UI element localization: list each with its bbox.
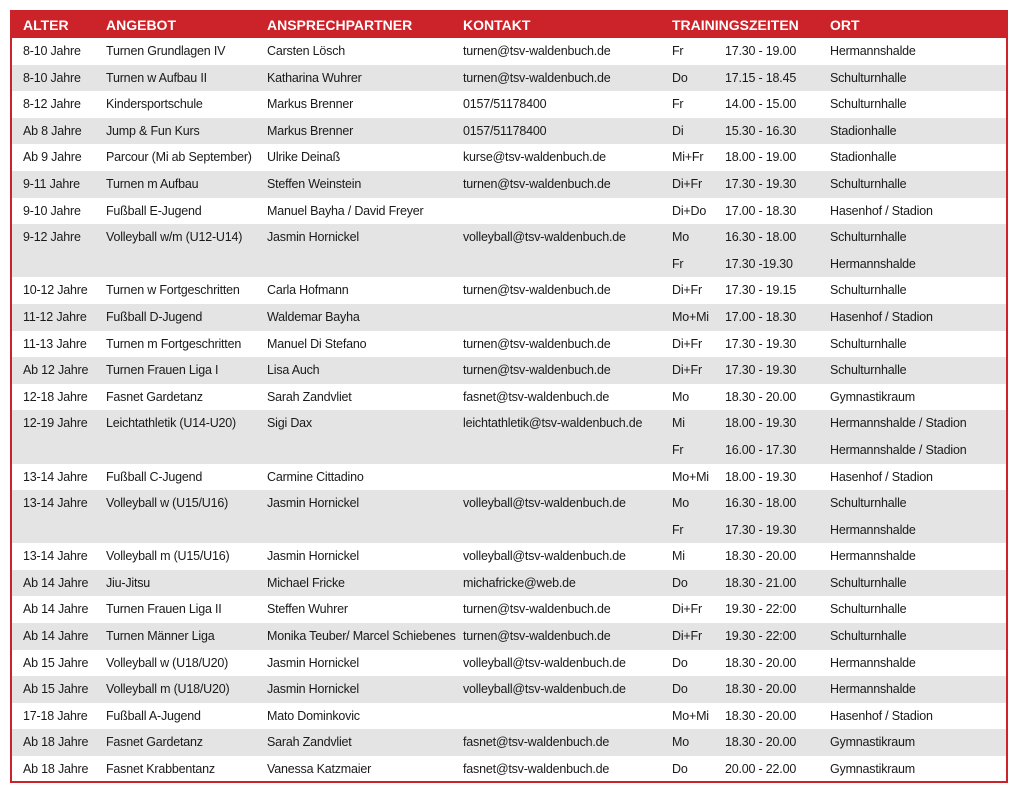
cell-alter: 13-14 Jahre	[23, 549, 88, 564]
cell-zeit: 17.15 - 18.45	[725, 70, 797, 85]
cell-kontakt: fasnet@tsv-waldenbuch.de	[463, 762, 610, 777]
cell-ort: Stadionhalle	[830, 123, 897, 138]
cell-alter: Ab 18 Jahre	[23, 735, 89, 750]
cell-ansprechpartner: Jasmin Hornickel	[267, 549, 359, 564]
cell-tag: Mo+Mi	[672, 708, 709, 723]
cell-angebot: Fasnet Gardetanz	[106, 389, 203, 404]
cell-tag: Fr	[672, 44, 684, 58]
cell-kontakt: leichtathletik@tsv-waldenbuch.de	[463, 416, 643, 431]
cell-tag: Do	[672, 762, 688, 777]
cell-alter: 9-11 Jahre	[23, 176, 80, 191]
cell-ort: Schulturnhalle	[830, 496, 907, 511]
cell-zeit: 17.30 - 19.00	[725, 44, 797, 58]
cell-zeit: 19.30 - 22:00	[725, 629, 797, 644]
cell-kontakt: volleyball@tsv-waldenbuch.de	[463, 549, 626, 564]
cell-alter: 8-10 Jahre	[23, 44, 81, 58]
cell-ort: Schulturnhalle	[830, 629, 907, 644]
header-alter: ALTER	[23, 17, 69, 33]
cell-ansprechpartner: Jasmin Hornickel	[267, 655, 359, 670]
table-row	[12, 543, 1006, 570]
cell-zeit: 16.30 - 18.00	[725, 230, 797, 245]
cell-alter: 8-10 Jahre	[23, 70, 81, 85]
cell-zeit: 19.30 - 22:00	[725, 602, 797, 617]
cell-alter: Ab 18 Jahre	[23, 762, 89, 777]
cell-alter: 10-12 Jahre	[23, 283, 88, 298]
cell-angebot: Fußball E-Jugend	[106, 203, 202, 218]
header-ort: ORT	[830, 17, 860, 33]
cell-angebot: Fasnet Krabbentanz	[106, 762, 215, 777]
table-row	[12, 570, 1006, 597]
cell-tag: Mi	[672, 416, 685, 431]
cell-kontakt: turnen@tsv-waldenbuch.de	[463, 336, 611, 351]
cell-tag: Do	[672, 682, 688, 697]
table-row	[12, 410, 1006, 437]
table-row	[12, 756, 1006, 783]
cell-ort: Stadionhalle	[830, 150, 897, 165]
cell-kontakt: volleyball@tsv-waldenbuch.de	[463, 682, 626, 697]
cell-ort: Hermannshalde	[830, 655, 916, 670]
table-row	[12, 331, 1006, 358]
header-trainingszeiten: TRAININGSZEITEN	[672, 17, 799, 33]
cell-ansprechpartner: Manuel Bayha / David Freyer	[267, 203, 424, 218]
cell-tag: Do	[672, 575, 688, 590]
cell-ansprechpartner: Steffen Wuhrer	[267, 602, 348, 617]
cell-angebot: Volleyball w/m (U12-U14)	[106, 230, 243, 245]
cell-angebot: Parcour (Mi ab September)	[106, 150, 252, 165]
cell-alter: 13-14 Jahre	[23, 496, 88, 511]
cell-ansprechpartner: Vanessa Katzmaier	[267, 762, 372, 777]
cell-tag: Mi	[672, 549, 685, 564]
cell-tag: Di+Fr	[672, 336, 702, 351]
cell-angebot: Volleyball m (U15/U16)	[106, 549, 230, 564]
cell-tag: Mo	[672, 230, 689, 245]
cell-zeit: 18.00 - 19.00	[725, 150, 797, 165]
cell-zeit: 17.30 - 19.30	[725, 336, 797, 351]
cell-alter: Ab 15 Jahre	[23, 655, 89, 670]
cell-ort: Schulturnhalle	[830, 176, 907, 191]
cell-zeit: 18.00 - 19.30	[725, 416, 797, 431]
cell-angebot: Turnen w Fortgeschritten	[106, 283, 240, 298]
cell-ort: Hermannshalde	[830, 44, 916, 58]
cell-kontakt: turnen@tsv-waldenbuch.de	[463, 283, 611, 298]
cell-zeit: 17.30 - 19.30	[725, 363, 797, 378]
table-row	[12, 277, 1006, 304]
cell-ort: Hermannshalde	[830, 256, 916, 271]
cell-tag: Do	[672, 70, 688, 85]
cell-zeit: 18.30 - 20.00	[725, 682, 797, 697]
cell-angebot: Turnen Frauen Liga II	[106, 602, 222, 617]
cell-ansprechpartner: Jasmin Hornickel	[267, 682, 359, 697]
cell-alter: 13-14 Jahre	[23, 469, 88, 484]
cell-zeit: 18.30 - 20.00	[725, 708, 797, 723]
cell-angebot: Jump & Fun Kurs	[106, 123, 200, 138]
schedule-table	[10, 10, 1008, 783]
cell-zeit: 18.30 - 21.00	[725, 575, 797, 590]
cell-ansprechpartner: Waldemar Bayha	[267, 309, 360, 324]
header-kontakt: KONTAKT	[463, 17, 531, 33]
cell-kontakt: turnen@tsv-waldenbuch.de	[463, 70, 611, 85]
cell-angebot: Volleyball w (U18/U20)	[106, 655, 229, 670]
table-header	[12, 12, 1006, 38]
cell-tag: Mo	[672, 389, 689, 404]
cell-kontakt: volleyball@tsv-waldenbuch.de	[463, 230, 626, 245]
cell-angebot: Volleyball m (U18/U20)	[106, 682, 230, 697]
cell-ort: Hermannshalde	[830, 682, 916, 697]
cell-kontakt: volleyball@tsv-waldenbuch.de	[463, 655, 626, 670]
table-row	[12, 676, 1006, 703]
table-row	[12, 38, 1006, 65]
cell-kontakt: turnen@tsv-waldenbuch.de	[463, 602, 611, 617]
cell-tag: Fr	[672, 256, 684, 271]
cell-alter: Ab 15 Jahre	[23, 682, 89, 697]
cell-angebot: Fasnet Gardetanz	[106, 735, 203, 750]
cell-alter: 9-10 Jahre	[23, 203, 81, 218]
cell-alter: Ab 14 Jahre	[23, 575, 89, 590]
table-row	[12, 118, 1006, 145]
cell-ansprechpartner: Markus Brenner	[267, 97, 354, 112]
cell-alter: 11-13 Jahre	[23, 336, 87, 351]
cell-ort: Gymnastikraum	[830, 389, 915, 404]
cell-zeit: 16.30 - 18.00	[725, 496, 797, 511]
cell-kontakt: turnen@tsv-waldenbuch.de	[463, 44, 611, 58]
cell-angebot: Turnen m Aufbau	[106, 176, 199, 191]
cell-tag: Di+Fr	[672, 363, 702, 378]
cell-zeit: 14.00 - 15.00	[725, 97, 797, 112]
cell-kontakt: turnen@tsv-waldenbuch.de	[463, 363, 611, 378]
table-row	[12, 198, 1006, 225]
cell-tag: Di+Fr	[672, 283, 702, 298]
table-row	[12, 490, 1006, 517]
cell-ort: Schulturnhalle	[830, 602, 907, 617]
cell-zeit: 17.00 - 18.30	[725, 309, 797, 324]
cell-ansprechpartner: Markus Brenner	[267, 123, 354, 138]
cell-ort: Hasenhof / Stadion	[830, 203, 933, 218]
cell-ansprechpartner: Manuel Di Stefano	[267, 336, 367, 351]
cell-ansprechpartner: Steffen Weinstein	[267, 176, 362, 191]
cell-ansprechpartner: Katharina Wuhrer	[267, 70, 362, 85]
cell-ansprechpartner: Carla Hofmann	[267, 283, 349, 298]
cell-tag: Di+Fr	[672, 602, 702, 617]
cell-alter: 12-19 Jahre	[23, 416, 88, 431]
cell-ort: Schulturnhalle	[830, 575, 907, 590]
cell-ort: Hasenhof / Stadion	[830, 469, 933, 484]
cell-zeit: 17.30 - 19.30	[725, 522, 797, 537]
cell-ort: Schulturnhalle	[830, 283, 907, 298]
cell-ansprechpartner: Lisa Auch	[267, 363, 320, 378]
cell-alter: 8-12 Jahre	[23, 97, 81, 112]
cell-alter: Ab 14 Jahre	[23, 602, 89, 617]
cell-tag: Fr	[672, 442, 684, 457]
cell-zeit: 17.00 - 18.30	[725, 203, 797, 218]
cell-tag: Di+Fr	[672, 629, 702, 644]
cell-alter: 11-12 Jahre	[23, 309, 87, 324]
table-row	[12, 623, 1006, 650]
cell-ort: Gymnastikraum	[830, 735, 915, 750]
cell-ort: Schulturnhalle	[830, 336, 907, 351]
cell-kontakt: 0157/51178400	[463, 97, 547, 112]
cell-kontakt: fasnet@tsv-waldenbuch.de	[463, 735, 610, 750]
cell-tag: Mo	[672, 496, 689, 511]
cell-kontakt: kurse@tsv-waldenbuch.de	[463, 150, 606, 165]
table-body	[12, 38, 1006, 783]
cell-angebot: Fußball A-Jugend	[106, 708, 201, 723]
cell-ansprechpartner: Carmine Cittadino	[267, 469, 364, 484]
cell-zeit: 18.30 - 20.00	[725, 549, 797, 564]
cell-zeit: 15.30 - 16.30	[725, 123, 797, 138]
cell-ansprechpartner: Carsten Lösch	[267, 44, 345, 58]
cell-ort: Schulturnhalle	[830, 230, 907, 245]
cell-ort: Gymnastikraum	[830, 762, 915, 777]
cell-tag: Di+Fr	[672, 176, 702, 191]
cell-angebot: Jiu-Jitsu	[106, 575, 151, 590]
cell-tag: Mo+Mi	[672, 469, 709, 484]
cell-angebot: Volleyball w (U15/U16)	[106, 496, 229, 511]
table-row	[12, 91, 1006, 118]
cell-tag: Fr	[672, 97, 684, 112]
table-row	[12, 437, 1006, 464]
cell-alter: 12-18 Jahre	[23, 389, 88, 404]
cell-ort: Schulturnhalle	[830, 97, 907, 112]
cell-zeit: 18.30 - 20.00	[725, 389, 797, 404]
cell-kontakt: volleyball@tsv-waldenbuch.de	[463, 496, 626, 511]
cell-ort: Hermannshalde / Stadion	[830, 442, 967, 457]
cell-ort: Hasenhof / Stadion	[830, 708, 933, 723]
cell-tag: Mo+Mi	[672, 309, 709, 324]
cell-ansprechpartner: Sigi Dax	[267, 416, 312, 431]
cell-alter: 17-18 Jahre	[23, 708, 88, 723]
cell-alter: 9-12 Jahre	[23, 230, 81, 245]
cell-ansprechpartner: Sarah Zandvliet	[267, 735, 352, 750]
cell-angebot: Fußball D-Jugend	[106, 309, 203, 324]
table-row	[12, 729, 1006, 756]
cell-kontakt: 0157/51178400	[463, 123, 547, 138]
cell-angebot: Turnen Frauen Liga I	[106, 363, 219, 378]
cell-tag: Di	[672, 123, 684, 138]
cell-zeit: 18.00 - 19.30	[725, 469, 797, 484]
cell-ort: Hermannshalde	[830, 522, 916, 537]
table-row	[12, 703, 1006, 730]
cell-angebot: Kindersportschule	[106, 97, 203, 112]
table-row	[12, 224, 1006, 251]
cell-ort: Hasenhof / Stadion	[830, 309, 933, 324]
cell-ansprechpartner: Ulrike Deinaß	[267, 150, 341, 165]
table-row	[12, 357, 1006, 384]
cell-zeit: 20.00 - 22.00	[725, 762, 797, 777]
header-angebot: ANGEBOT	[106, 17, 176, 33]
table-row	[12, 65, 1006, 92]
cell-zeit: 17.30 - 19.15	[725, 283, 797, 298]
cell-angebot: Leichtathletik (U14-U20)	[106, 416, 236, 431]
cell-ansprechpartner: Mato Dominkovic	[267, 708, 360, 723]
cell-zeit: 18.30 - 20.00	[725, 735, 797, 750]
cell-angebot: Fußball C-Jugend	[106, 469, 203, 484]
cell-alter: Ab 12 Jahre	[23, 363, 89, 378]
cell-ort: Hermannshalde / Stadion	[830, 416, 967, 431]
cell-ansprechpartner: Monika Teuber/ Marcel Schiebenes	[267, 629, 456, 644]
table-row	[12, 251, 1006, 278]
cell-zeit: 17.30 -19.30	[725, 256, 793, 271]
cell-kontakt: turnen@tsv-waldenbuch.de	[463, 176, 611, 191]
table-row	[12, 650, 1006, 677]
cell-ort: Schulturnhalle	[830, 363, 907, 378]
cell-angebot: Turnen m Fortgeschritten	[106, 336, 242, 351]
cell-tag: Mo	[672, 735, 689, 750]
cell-tag: Di+Do	[672, 203, 707, 218]
cell-ort: Hermannshalde	[830, 549, 916, 564]
table-row	[12, 384, 1006, 411]
cell-ansprechpartner: Jasmin Hornickel	[267, 230, 359, 245]
cell-angebot: Turnen Grundlagen IV	[106, 44, 226, 58]
cell-alter: Ab 14 Jahre	[23, 629, 89, 644]
cell-angebot: Turnen w Aufbau II	[106, 70, 207, 85]
cell-zeit: 18.30 - 20.00	[725, 655, 797, 670]
cell-angebot: Turnen Männer Liga	[106, 629, 215, 644]
cell-ansprechpartner: Sarah Zandvliet	[267, 389, 352, 404]
table-row	[12, 144, 1006, 171]
cell-ort: Schulturnhalle	[830, 70, 907, 85]
cell-zeit: 17.30 - 19.30	[725, 176, 797, 191]
table-row	[12, 596, 1006, 623]
table-row	[12, 304, 1006, 331]
table-row	[12, 464, 1006, 491]
cell-alter: Ab 9 Jahre	[23, 150, 82, 165]
cell-kontakt: turnen@tsv-waldenbuch.de	[463, 629, 611, 644]
cell-ansprechpartner: Jasmin Hornickel	[267, 496, 359, 511]
table-row	[12, 517, 1006, 544]
header-ansprechpartner: ANSPRECHPARTNER	[267, 17, 413, 33]
cell-ansprechpartner: Michael Fricke	[267, 575, 345, 590]
cell-tag: Fr	[672, 522, 684, 537]
table-row	[12, 171, 1006, 198]
cell-zeit: 16.00 - 17.30	[725, 442, 797, 457]
cell-tag: Mi+Fr	[672, 150, 704, 165]
cell-tag: Do	[672, 655, 688, 670]
cell-alter: Ab 8 Jahre	[23, 123, 82, 138]
cell-kontakt: michafricke@web.de	[463, 575, 576, 590]
cell-kontakt: fasnet@tsv-waldenbuch.de	[463, 389, 610, 404]
